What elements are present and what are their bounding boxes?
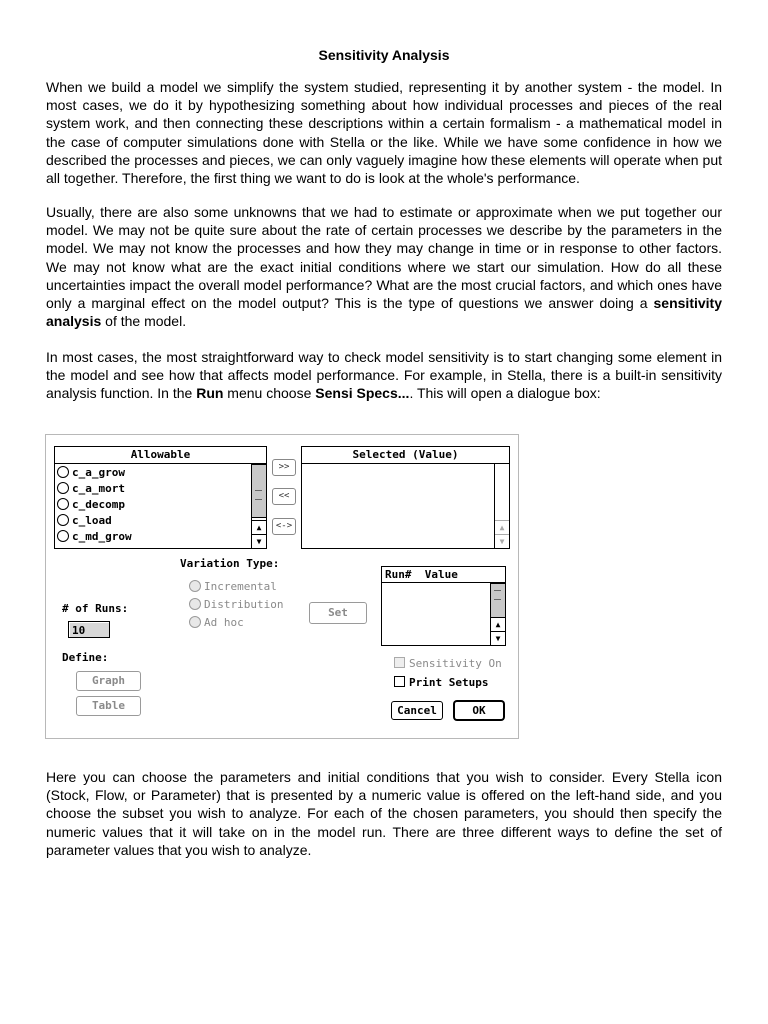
remove-from-selected-button[interactable]: <<: [272, 488, 296, 505]
radio-icon: [189, 580, 201, 592]
scroll-up-arrow-icon[interactable]: ▲: [491, 617, 505, 631]
scroll-down-arrow-icon[interactable]: ▼: [491, 631, 505, 645]
print-setups-checkbox[interactable]: [394, 676, 488, 689]
sensitivity-on-checkbox[interactable]: [394, 657, 502, 670]
radio-icon: [57, 498, 69, 510]
option-label: Distribution: [204, 598, 284, 611]
sensitivity-analysis-term: sensitivity analysis: [46, 295, 722, 330]
ok-button[interactable]: OK: [454, 701, 504, 720]
runs-label: # of Runs:: [62, 602, 129, 615]
add-to-selected-button[interactable]: >>: [272, 459, 296, 476]
selected-header: Selected (Value): [302, 447, 509, 464]
list-item-label: c_md_grow: [72, 530, 132, 543]
runs-input[interactable]: 10: [68, 621, 110, 638]
grip-icon: [255, 490, 262, 500]
grip-icon: [494, 590, 501, 600]
scroll-down-arrow-icon[interactable]: ▼: [495, 534, 509, 548]
list-item-label: c_decomp: [72, 498, 125, 511]
scroll-up-arrow-icon[interactable]: ▲: [495, 520, 509, 534]
sensi-specs-term: Sensi Specs...: [315, 385, 410, 402]
allowable-list[interactable]: [54, 446, 267, 549]
cancel-button[interactable]: Cancel: [391, 701, 443, 720]
paragraph-stella-instructions: [46, 348, 722, 403]
page-title: Sensitivity Analysis: [318, 47, 450, 63]
run-table-scrollbar[interactable]: [490, 583, 505, 645]
radio-icon: [57, 482, 69, 494]
paragraph-stella-mid: menu choose: [223, 385, 316, 402]
swap-selected-button[interactable]: <->: [272, 518, 296, 535]
paragraph-stella-end: . This will open a dialogue box:: [409, 385, 601, 402]
paragraph-unknowns: [46, 203, 722, 330]
scroll-down-arrow-icon[interactable]: ▼: [252, 534, 266, 548]
run-value-header: Run# Value: [382, 567, 505, 583]
selected-list[interactable]: [301, 446, 510, 549]
set-button[interactable]: Set: [309, 602, 367, 624]
paragraph-stella-text: In most cases, the most straightforward way to check model sensitivity is to start changing some element in the model and see how that affects model performance. For example, in Stella, there is a built-in sensitivity analysis function. In the: [46, 349, 722, 402]
paragraph-dialog-explanation: Here you can choose the parameters and initial conditions that you wish to consider. Every Stella icon (Stock, Flow, or Parameter) that is presented by a numeric value is offered on the left-hand side, and you choose the subset you wish to analyze. For each of the chosen parameters, you should then specify the numeric values that it will take on in the model run. There are three different ways to define the set of parameter values that you wish to analyze.: [46, 769, 722, 858]
list-item[interactable]: [57, 529, 132, 545]
run-value-table[interactable]: [381, 566, 506, 646]
list-item[interactable]: [57, 497, 125, 513]
sensi-specs-dialog: [45, 434, 519, 739]
radio-icon: [57, 514, 69, 526]
checkbox-icon: [394, 657, 405, 668]
selected-scrollbar[interactable]: [494, 464, 509, 548]
list-item[interactable]: [57, 465, 125, 481]
scroll-thumb[interactable]: [491, 583, 505, 618]
radio-icon: [57, 530, 69, 542]
radio-icon: [189, 616, 201, 628]
option-label: Ad hoc: [204, 616, 244, 629]
checkbox-label: Sensitivity On: [409, 657, 502, 670]
list-item[interactable]: [57, 481, 125, 497]
table-button[interactable]: Table: [76, 696, 141, 716]
allowable-header: Allowable: [55, 447, 266, 464]
option-label: Incremental: [204, 580, 277, 593]
list-item-label: c_a_grow: [72, 466, 125, 479]
incremental-radio[interactable]: [189, 580, 277, 593]
ad-hoc-radio[interactable]: [189, 616, 244, 629]
radio-icon: [189, 598, 201, 610]
scroll-up-arrow-icon[interactable]: ▲: [252, 520, 266, 534]
distribution-radio[interactable]: [189, 598, 283, 611]
checkbox-label: Print Setups: [409, 676, 489, 689]
run-menu-term: Run: [196, 385, 224, 402]
radio-icon: [57, 466, 69, 478]
variation-type-label: Variation Type:: [180, 557, 280, 570]
list-item-label: c_a_mort: [72, 482, 125, 495]
paragraph-intro: When we build a model we simplify the system studied, representing it by another system - the model. In most cases, we do it by hypothesizing something about how individual processes and pieces of the real system work, and then connecting these descriptions within a certain formalism - a mathematical model in the case of computer simulations done with Stella or the like. While we have some confidence in how we described the processes and pieces, we can only vaguely imagine how these elements will operate when put all together. Therefore, the first thing we want to do is look at the whole's performance.: [46, 79, 722, 187]
list-item[interactable]: [57, 513, 112, 529]
paragraph-unknowns-text: Usually, there are also some unknowns that we had to estimate or approximate when we put together our model. We may not be quite sure about the rate of certain processes we describe by the parameters in the model. We may not know the processes and how they may change in time or in response to other factors. We may not know what are the exact initial conditions where we start our simulation. How do all these uncertainties impact the overall model performance? What are the most crucial factors, and which ones have only a marginal effect on the model output? This is the type of questions we answer doing a: [46, 204, 722, 312]
graph-button[interactable]: Graph: [76, 671, 141, 691]
define-label: Define:: [62, 651, 109, 664]
checkbox-icon: [394, 676, 405, 687]
paragraph-unknowns-end: of the model.: [101, 313, 187, 330]
list-item-label: c_load: [72, 514, 112, 527]
allowable-scrollbar[interactable]: [251, 464, 266, 548]
